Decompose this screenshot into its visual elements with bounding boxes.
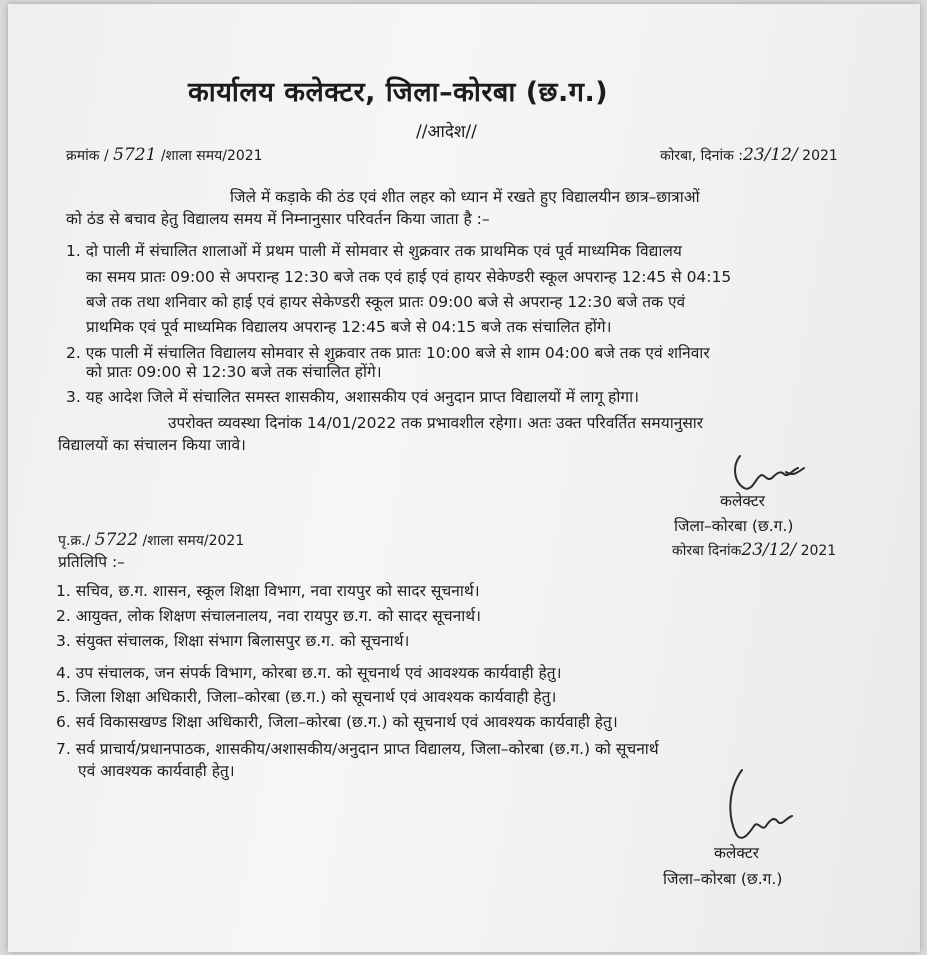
copy-list-item: 5. जिला शिक्षा अधिकारी, जिला–कोरबा (छ.ग.) को सूचनार्थ एवं आवश्यक कार्यवाही हेतु।: [56, 688, 557, 706]
copy-list-item: 4. उप संचालक, जन संपर्क विभाग, कोरबा छ.ग. को सूचनार्थ एवं आवश्यक कार्यवाही हेतु।: [56, 664, 562, 682]
signatory-district: जिला–कोरबा (छ.ग.): [663, 870, 783, 888]
point-2-line: 2. एक पाली में संचालित विद्यालय सोमवार से शुक्रवार तक प्रातः 10:00 बजे से शाम 04:00 बजे तक एवं शनिवार: [66, 344, 710, 362]
copy-list-item: 3. संयुक्त संचालक, शिक्षा संभाग बिलासपुर छ.ग. को सूचनार्थ।: [56, 632, 410, 650]
intro-line-1: जिले में कड़ाके की ठंड एवं शीत लहर को ध्यान में रखते हुए विद्यालयीन छात्र–छात्राओं: [230, 188, 700, 206]
signatory-designation: कलेक्टर: [714, 844, 760, 862]
copy-list-item-continuation: एवं आवश्यक कार्यवाही हेतु।: [78, 762, 235, 780]
order-heading: //आदेश//: [416, 122, 477, 142]
copy-list-item: 6. सर्व विकासखण्ड शिक्षा अधिकारी, जिला–कोरबा (छ.ग.) को सूचनार्थ एवं आवश्यक कार्यवाही हेतु।: [56, 713, 618, 731]
reference-suffix: /शाला समय/2021: [160, 148, 263, 164]
handwritten-date: 23/12/: [741, 540, 797, 560]
copy-list-item: 1. सचिव, छ.ग. शासन, स्कूल शिक्षा विभाग, नवा रायपुर को सादर सूचनार्थ।: [56, 582, 480, 600]
reference-suffix: /शाला समय/2021: [142, 533, 245, 549]
signatory-designation: कलेक्टर: [720, 492, 766, 510]
order-date-line: [660, 145, 838, 165]
reference-prefix: क्रमांक /: [66, 148, 109, 164]
point-2-line: को प्रातः 09:00 से 12:30 बजे तक संचालित होंगे।: [86, 363, 382, 381]
handwritten-reference-number: 5721: [113, 145, 157, 165]
handwritten-reference-number: 5722: [94, 530, 139, 550]
copy-to-label: प्रतिलिपि :–: [58, 553, 125, 571]
endorsement-date-line: [672, 540, 836, 560]
place-date-label: कोरबा, दिनांक :: [660, 148, 743, 164]
date-year: 2021: [800, 543, 837, 559]
point-1-line: 1. दो पाली में संचालित शालाओं में प्रथम पाली में सोमवार से शुक्रवार तक प्राथमिक एवं पूर्व माध्यमिक विद्यालय: [66, 242, 682, 260]
copy-list-item: 7. सर्व प्राचार्य/प्रधानपाठक, शासकीय/अशासकीय/अनुदान प्राप्त विद्यालय, जिला–कोरबा (छ.ग.) को सूचनार्थ: [56, 740, 659, 758]
date-year: 2021: [802, 148, 838, 164]
copy-list-item: 2. आयुक्त, लोक शिक्षण संचालनालय, नवा रायपुर छ.ग. को सादर सूचनार्थ।: [56, 607, 482, 625]
closing-line-1: उपरोक्त व्यवस्था दिनांक 14/01/2022 तक प्रभावशील रहेगा। अतः उक्त परिवर्तित समयानुसार: [168, 414, 704, 432]
closing-line-2: विद्यालयों का संचालन किया जावे।: [58, 436, 246, 454]
reference-prefix: पृ.क्र./: [58, 533, 91, 549]
point-1-line: प्राथमिक एवं पूर्व माध्यमिक विद्यालय अपरान्ह 12:45 बजे से 04:15 बजे तक संचालित होंगे।: [86, 318, 612, 336]
place-date-label: कोरबा दिनांक: [672, 543, 742, 559]
point-3-line: 3. यह आदेश जिले में संचालित समस्त शासकीय, अशासकीय एवं अनुदान प्राप्त विद्यालयों में लागू होगा।: [66, 388, 640, 406]
intro-line-2: को ठंड से बचाव हेतु विद्यालय समय में निम्नानुसार परिवर्तन किया जाता है :–: [66, 210, 490, 228]
point-1-line: बजे तक तथा शनिवार को हाई एवं हायर सेकेण्डरी स्कूल प्रातः 09:00 बजे से अपरान्ह 12:30 बजे तक एवं: [86, 293, 686, 311]
reference-number-line: [66, 145, 263, 165]
point-1-line: का समय प्रातः 09:00 से अपरान्ह 12:30 बजे तक एवं हाई एवं हायर सेकेण्डरी स्कूल अपरान्ह 12:45 से 04:15: [86, 268, 732, 286]
office-title: कार्यालय कलेक्टर, जिला–कोरबा (छ.ग.): [188, 77, 609, 108]
handwritten-date: 23/12/: [743, 145, 798, 165]
signatory-district: जिला–कोरबा (छ.ग.): [674, 517, 794, 535]
endorsement-reference-line: [58, 530, 244, 550]
